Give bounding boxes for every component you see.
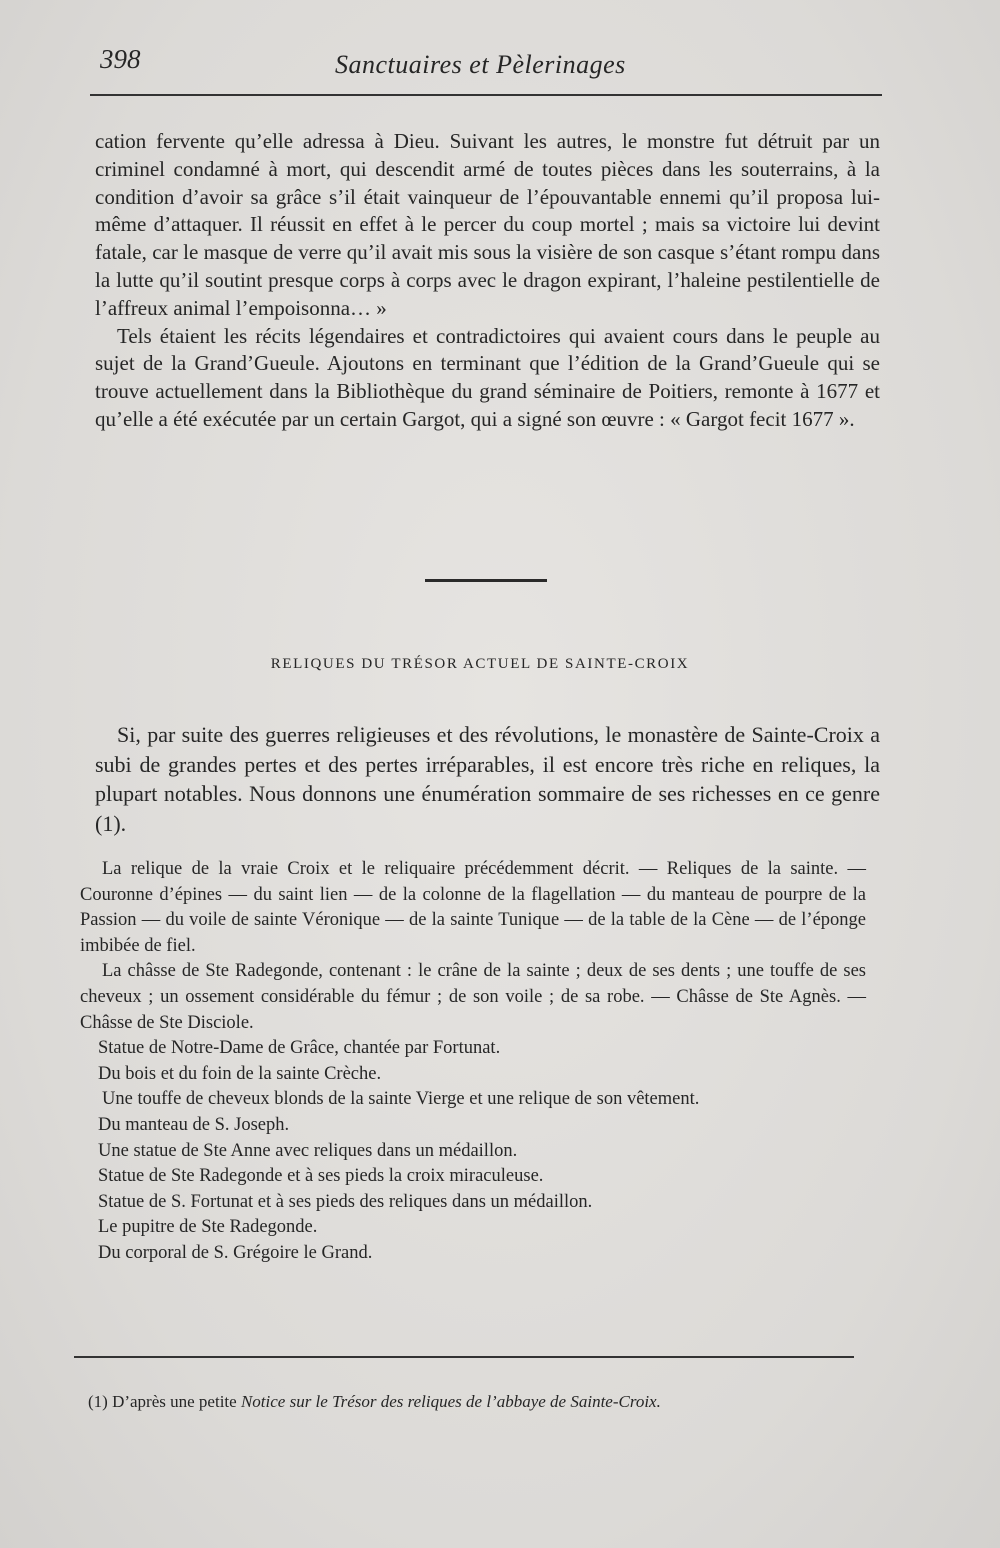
- page-number: 398: [100, 44, 141, 74]
- intro-text: [95, 128, 880, 434]
- paragraph-continued: cation fervente qu’elle adressa à Dieu. Suivant les autres, le monstre fut détruit par un criminel condamné à mort, qui descendit armé de toutes pièces dans les souterrains, à la condition d’avoir sa grâce s’il était vainqueur de l’épouvantable ennemi qu’il proposa lui-même d’attaquer. Il réussit en effet à le percer du coup mortel ; mais sa victoire lui devint fatale, car le masque de verre qu’il avait mis sous la visière de son casque s’étant rompu dans la lutte qu’il soutint presque corps à corps avec le dragon expirant, l’haleine pestilentielle de l’affreux animal l’empoisonna… »: [95, 129, 880, 320]
- header-rule: [90, 94, 882, 96]
- page-header: [100, 44, 880, 88]
- footnote-rule: [74, 1356, 854, 1358]
- section-intro-paragraph: Si, par suite des guerres religieuses et des révolutions, le monastère de Sainte-Croix a subi de grandes pertes et des pertes irréparables, il est encore très riche en reliques, la plupart notables. Nous donnons une énumération sommaire de ses richesses en ce genre (1).: [95, 722, 880, 836]
- paragraph-legends: Tels étaient les récits légendaires et contradictoires qui avaient cours dans le peuple au sujet de la Grand’Gueule. Ajoutons en terminant que l’édition de la Grand’Gueule qui se trouve actuellement dans la Bibliothèque du grand séminaire de Poitiers, remonte à 1677 et qu’elle a été exécutée par un certain Gargot, qui a signé son œuvre : « Gargot fecit 1677 ».: [95, 323, 880, 431]
- footnote-marker: (1): [88, 1392, 108, 1411]
- list-item: Le pupitre de Ste Radegonde.: [98, 1217, 318, 1238]
- footnote-lead: D’après une petite: [112, 1392, 237, 1411]
- running-title: Sanctuaires et Pèlerinages: [335, 50, 626, 79]
- section-heading: RELIQUES DU TRÉSOR ACTUEL DE SAINTE-CROIX: [270, 656, 690, 672]
- list-item: Du bois et du foin de la sainte Crèche.: [98, 1063, 382, 1084]
- list-item: La relique de la vraie Croix et le reliquaire précédemment décrit. — Reliques de la sainte. — Couronne d’épines — du saint lien — de la colonne de la flagellation — du manteau de pourpre de la Passion — du voile de sainte Véronique — de la sainte Tunique — de la table de la Cène — de l’éponge imbibée de fiel.: [80, 859, 866, 956]
- list-item: Du corporal de S. Grégoire le Grand.: [98, 1242, 373, 1263]
- list-item: Du manteau de S. Joseph.: [98, 1114, 290, 1135]
- relics-list: [80, 857, 866, 1267]
- list-item: Une touffe de cheveux blonds de la sainte Vierge et une relique de son vêtement.: [102, 1089, 700, 1110]
- list-item: La châsse de Ste Radegonde, contenant : le crâne de la sainte ; deux de ses dents ; une touffe de ses cheveux ; un ossement considérable du fémur ; de son voile ; de sa robe. — Châsse de Ste Agnès. — Châsse de Ste Disciole.: [80, 961, 866, 1033]
- section-intro: [95, 720, 880, 838]
- list-item: Statue de Notre-Dame de Grâce, chantée par Fortunat.: [98, 1038, 501, 1059]
- list-item: Une statue de Ste Anne avec reliques dans un médaillon.: [98, 1140, 518, 1161]
- footnote-title: Notice sur le Trésor des reliques de l’abbaye de Sainte-Croix.: [240, 1392, 661, 1411]
- section-divider: [425, 579, 547, 582]
- footnote: [88, 1392, 868, 1412]
- list-item: Statue de S. Fortunat et à ses pieds des reliques dans un médaillon.: [98, 1191, 593, 1212]
- list-item: Statue de Ste Radegonde et à ses pieds la croix miraculeuse.: [98, 1166, 544, 1187]
